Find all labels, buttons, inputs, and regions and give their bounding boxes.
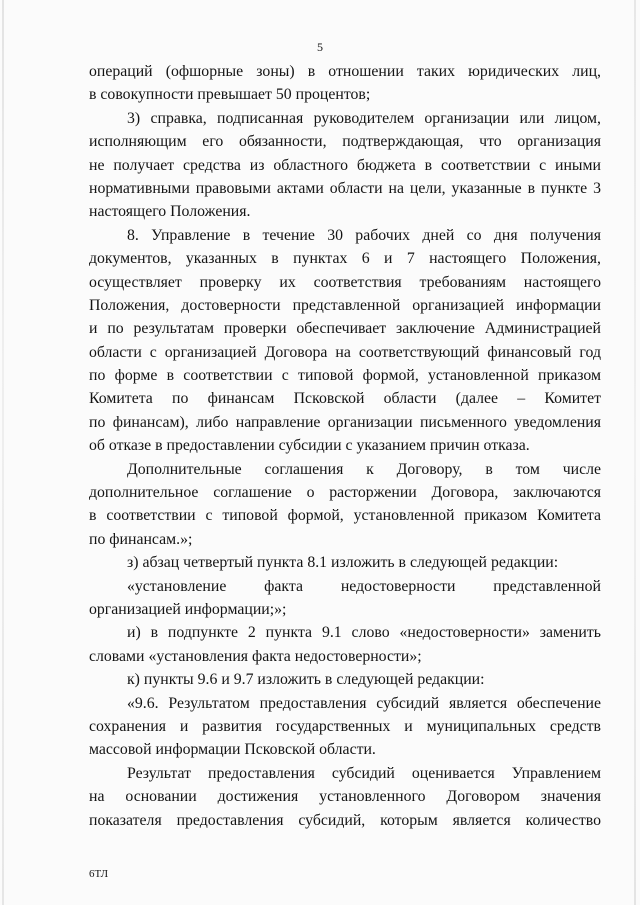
text-line: дополнительное соглашение о расторжении Договора, заключаются: [89, 484, 601, 502]
text-line: документов, указанных в пунктах 6 и 7 настоящего Положения,: [89, 250, 601, 268]
text-line: в соответствии с типовой формой, установленной приказом Комитета: [89, 507, 601, 525]
document-body: [89, 60, 601, 832]
text-line: Дополнительные соглашения к Договору, в том числе: [127, 460, 601, 478]
text-line: и по результатам проверки обеспечивает заключение Администрацией: [89, 320, 601, 338]
text-line: Комитета по финансам Псковской области (далее – Комитет: [89, 390, 601, 408]
scan-edge-left: [2, 0, 4, 905]
text-line: по форме в соответствии с типовой формой, установленной приказом: [89, 367, 601, 385]
text-line: и) в подпункте 2 пункта 9.1 слово «недостоверности» заменить: [127, 624, 601, 642]
text-line: не получает средства из областного бюджета в соответствии с иными: [89, 156, 601, 174]
text-line: по финансам.»;: [89, 530, 193, 548]
text-line: сохранения и развития государственных и муниципальных средств: [89, 717, 601, 735]
text-line: области с организацией Договора на соответствующий финансовый год: [89, 343, 601, 361]
page-number: 5: [317, 40, 323, 54]
text-line: организацией информации;»;: [89, 600, 287, 618]
footer-code: 6ТЛ: [89, 868, 109, 880]
text-line: «установление факта недостоверности представленной: [127, 577, 601, 595]
text-line: к) пункты 9.6 и 9.7 изложить в следующей редакции:: [127, 671, 485, 689]
text-line: словами «установления факта недостоверности»;: [89, 647, 422, 665]
text-line: об отказе в предоставлении субсидии с указанием причин отказа.: [89, 437, 530, 455]
text-line: з) абзац четвертый пункта 8.1 изложить в следующей редакции:: [127, 554, 559, 572]
scan-edge-right: [634, 0, 636, 905]
text-line: Положения, достоверности представленной организацией информации: [89, 296, 601, 314]
text-line: 8. Управление в течение 30 рабочих дней со дня получения: [127, 226, 601, 244]
text-line: на основании достижения установленного Договором значения: [89, 788, 601, 806]
text-line: массовой информации Псковской области.: [89, 741, 376, 759]
text-line: настоящего Положения.: [89, 203, 251, 221]
text-line: по финансам), либо направление организации письменного уведомления: [89, 413, 601, 431]
text-line: в совокупности превышает 50 процентов;: [89, 86, 371, 104]
text-line: нормативными правовыми актами области на цели, указанные в пункте 3: [89, 179, 601, 197]
text-line: 3) справка, подписанная руководителем организации или лицом,: [127, 109, 601, 127]
text-line: показателя предоставления субсидий, которым является количество: [89, 811, 601, 829]
text-line: операций (офшорные зоны) в отношении таких юридических лиц,: [89, 63, 601, 80]
text-line: «9.6. Результатом предоставления субсидий является обеспечение: [127, 694, 601, 712]
text-line: осуществляет проверку их соответствия требованиям настоящего: [89, 273, 601, 291]
text-line: исполняющим его обязанности, подтверждающая, что организация: [89, 133, 601, 151]
text-line: Результат предоставления субсидий оценивается Управлением: [127, 764, 601, 782]
